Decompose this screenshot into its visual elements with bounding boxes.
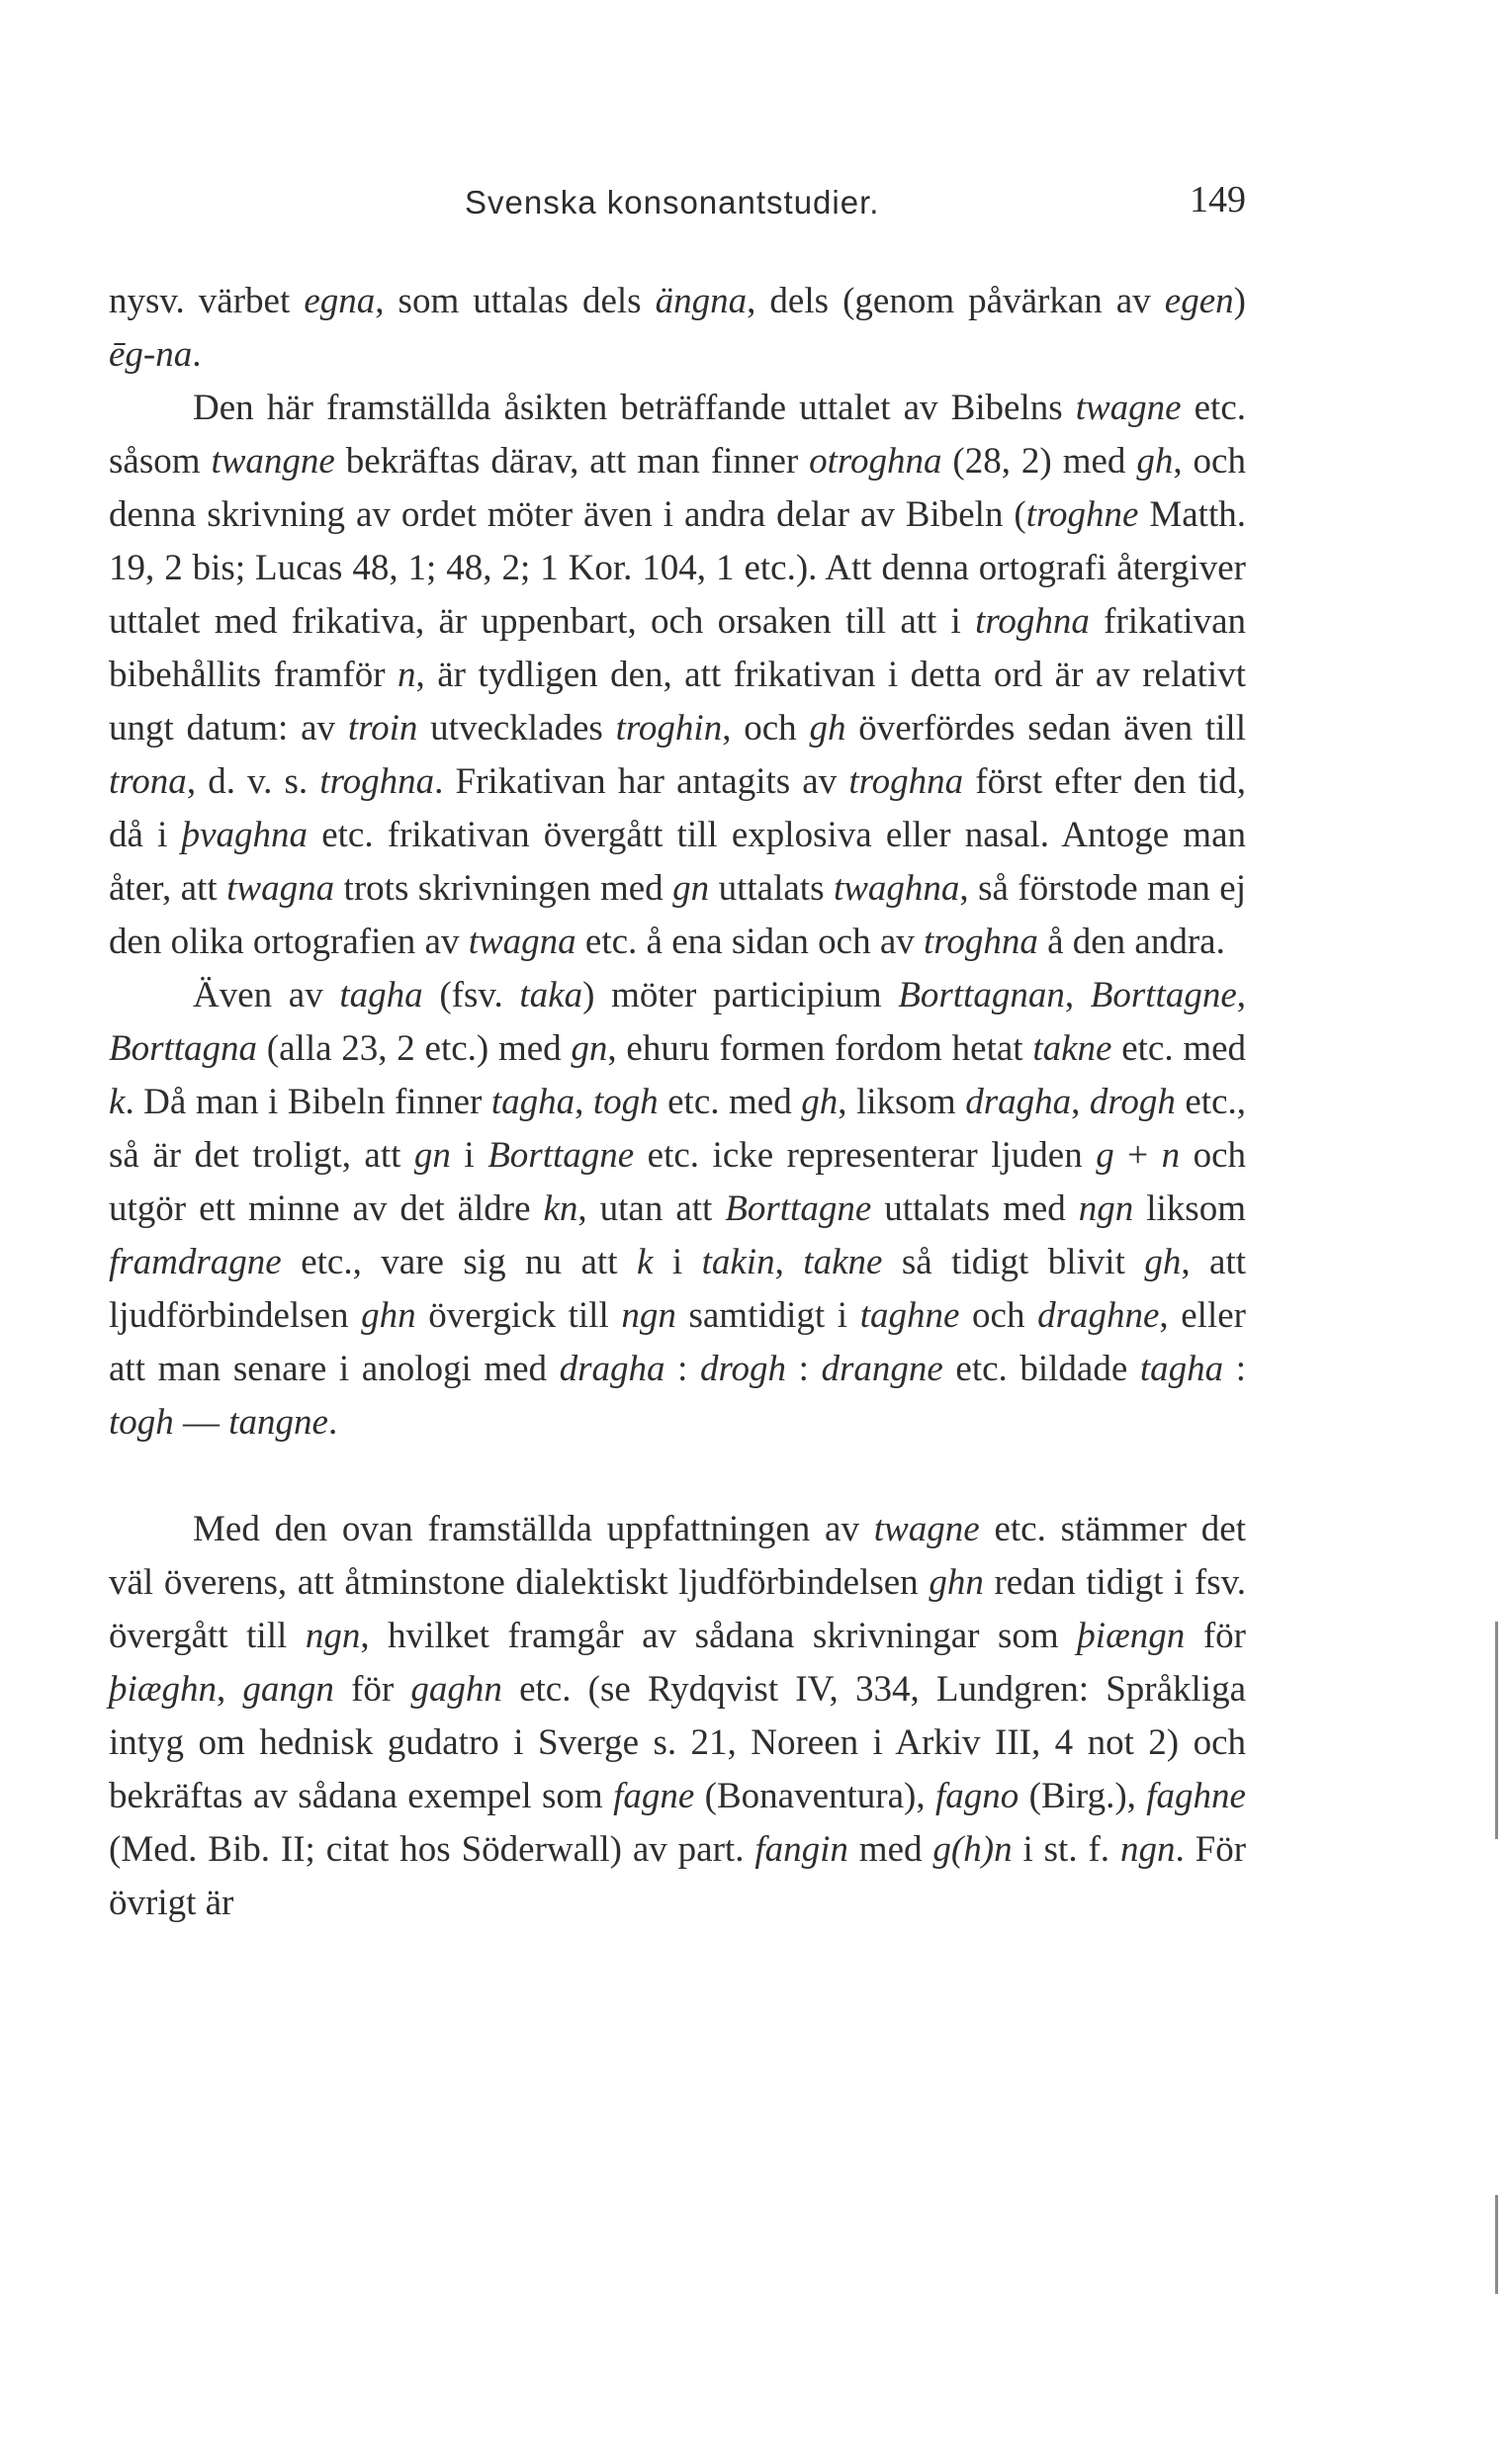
italic-term: troghna bbox=[924, 922, 1038, 962]
paragraph bbox=[109, 382, 1246, 969]
italic-term: ngn bbox=[305, 1616, 361, 1656]
text-run: ) bbox=[1233, 281, 1246, 321]
text-run: etc. icke representerar ljuden bbox=[634, 1135, 1097, 1176]
italic-term: n bbox=[398, 655, 416, 695]
italic-term: trona bbox=[109, 761, 187, 802]
text-run: etc. (se Rydqvist IV, 334, Lundgren: Språkliga intyg om hednisk gudatro i Sverge s. 21, Noreen i Arkiv III, 4 not 2) och bekräftas av sådana exempel som bbox=[109, 1669, 1247, 1816]
page-number: 149 bbox=[1190, 179, 1246, 220]
margin-rule bbox=[1495, 1622, 1498, 1839]
text-run: , så förstode man ej den olika ortografien av bbox=[109, 868, 1246, 962]
italic-term: drogh bbox=[1089, 1082, 1176, 1122]
italic-term: twaghna bbox=[833, 868, 960, 909]
text-run: övergick till bbox=[415, 1295, 622, 1336]
text-run: redan tidigt i fsv. övergått till bbox=[109, 1562, 1246, 1656]
italic-term: gh bbox=[809, 708, 846, 748]
italic-term: troghne bbox=[1025, 494, 1139, 535]
text-run: bekräftas därav, att man finner bbox=[334, 441, 810, 482]
italic-term: tangne bbox=[228, 1402, 328, 1443]
text-run: , hvilket framgår av sådana skrivningar som bbox=[360, 1616, 1078, 1656]
italic-term: taghne bbox=[859, 1295, 960, 1336]
italic-term: g(h)n bbox=[932, 1829, 1013, 1870]
italic-term: twagna bbox=[226, 868, 335, 909]
text-run: etc. såsom bbox=[109, 388, 1247, 482]
text-run: + bbox=[1113, 1135, 1162, 1176]
italic-term: Borttagne bbox=[487, 1135, 635, 1176]
text-run: , dels (genom påvärkan av bbox=[747, 281, 1165, 321]
italic-term: fangin bbox=[754, 1829, 848, 1870]
italic-term: gh bbox=[801, 1082, 839, 1122]
italic-term: otroghna bbox=[809, 441, 942, 482]
italic-term: gn bbox=[672, 868, 710, 909]
text-run: , ehuru formen fordom hetat bbox=[607, 1028, 1033, 1069]
text-run: å den andra. bbox=[1037, 922, 1225, 962]
italic-term: drangne bbox=[821, 1349, 943, 1389]
italic-term: fagno bbox=[934, 1776, 1019, 1816]
text-run: etc. med bbox=[658, 1082, 802, 1122]
text-run: : bbox=[664, 1349, 701, 1389]
text-run: i st. f. bbox=[1012, 1829, 1120, 1870]
italic-term: ngn bbox=[621, 1295, 676, 1336]
italic-term: gn bbox=[413, 1135, 451, 1176]
italic-term: takin bbox=[701, 1242, 775, 1282]
italic-term: troghna bbox=[319, 761, 435, 802]
text-run: (28, 2) med bbox=[941, 441, 1137, 482]
italic-term: dragha bbox=[559, 1349, 665, 1389]
text-run: , eller att man senare i anologi med bbox=[109, 1295, 1246, 1389]
paragraph bbox=[109, 1503, 1246, 1930]
text-run: , bbox=[575, 1082, 593, 1122]
italic-term: twangne bbox=[211, 441, 335, 482]
text-run: . Då man i Bibeln finner bbox=[125, 1082, 491, 1122]
italic-term: þiæghn bbox=[109, 1669, 217, 1710]
text-run: uttalats bbox=[709, 868, 834, 909]
text-run: för bbox=[1185, 1616, 1246, 1656]
text-run: Även av bbox=[193, 975, 340, 1015]
italic-term: ghn bbox=[929, 1562, 984, 1603]
paragraph bbox=[109, 275, 1246, 382]
text-run: — bbox=[173, 1402, 229, 1443]
italic-term: Borttagne bbox=[725, 1188, 872, 1229]
italic-term: gn bbox=[571, 1028, 608, 1069]
italic-term: takne bbox=[803, 1242, 883, 1282]
text-run: , som uttalas dels bbox=[375, 281, 656, 321]
text-run: , liksom bbox=[838, 1082, 966, 1122]
text-run: först efter den tid, då i bbox=[109, 761, 1246, 855]
text-run: , och denna skrivning av ordet möter även i andra delar av Bibeln ( bbox=[109, 441, 1246, 535]
text-run: (fsv. bbox=[422, 975, 520, 1015]
italic-term: þiængn bbox=[1077, 1616, 1186, 1656]
text-run: : bbox=[786, 1349, 822, 1389]
italic-term: drogh bbox=[700, 1349, 787, 1389]
text-run: och bbox=[959, 1295, 1038, 1336]
italic-term: twagne bbox=[873, 1509, 980, 1549]
text-run: , bbox=[1236, 975, 1246, 1015]
text-run: Med den ovan framställda uppfattningen av bbox=[193, 1509, 874, 1549]
italic-term: faghne bbox=[1146, 1776, 1246, 1816]
text-run: . bbox=[327, 1402, 338, 1443]
text-run: , och bbox=[722, 708, 810, 748]
italic-term: Borttagna bbox=[109, 1028, 258, 1069]
italic-term: ngn bbox=[1078, 1188, 1134, 1229]
text-run: trots skrivningen med bbox=[334, 868, 673, 909]
italic-term: takne bbox=[1032, 1028, 1112, 1069]
italic-term: g bbox=[1096, 1135, 1114, 1176]
italic-term: n bbox=[1161, 1135, 1181, 1176]
text-run: etc. bildade bbox=[942, 1349, 1140, 1389]
text-run: (Bonaventura), bbox=[694, 1776, 935, 1816]
italic-term: þvaghna bbox=[181, 815, 309, 855]
italic-term: gh bbox=[1136, 441, 1174, 482]
text-run: : bbox=[1223, 1349, 1247, 1389]
text-run: frikativan bibehållits framför bbox=[109, 601, 1246, 695]
italic-term: egen bbox=[1164, 281, 1234, 321]
italic-term: k bbox=[636, 1242, 654, 1282]
text-run: etc. å ena sidan och av bbox=[576, 922, 925, 962]
text-run: nysv. värbet bbox=[109, 281, 305, 321]
italic-term: twagne bbox=[1075, 388, 1182, 428]
italic-term: dragha bbox=[965, 1082, 1072, 1122]
text-run: i bbox=[653, 1242, 702, 1282]
text-run: , utan att bbox=[577, 1188, 726, 1229]
italic-term: ghn bbox=[361, 1295, 416, 1336]
italic-term: Borttagnan bbox=[898, 975, 1065, 1015]
text-run: , att ljudförbindelsen bbox=[109, 1242, 1247, 1336]
text-run: och utgör ett minne av det äldre bbox=[109, 1135, 1246, 1229]
italic-term: draghne bbox=[1037, 1295, 1160, 1336]
text-run: ) möter participium bbox=[582, 975, 899, 1015]
text-run: uttalats med bbox=[871, 1188, 1079, 1229]
italic-term: troghna bbox=[848, 761, 964, 802]
italic-term: troin bbox=[347, 708, 418, 748]
text-run: Den här framställda åsikten beträffande uttalet av Bibelns bbox=[193, 388, 1076, 428]
text-run: , bbox=[1064, 975, 1091, 1015]
body-text bbox=[109, 275, 1246, 1930]
italic-term: troghin bbox=[615, 708, 723, 748]
text-run: liksom bbox=[1133, 1188, 1246, 1229]
italic-term: togh bbox=[592, 1082, 659, 1122]
italic-term: troghna bbox=[975, 601, 1090, 642]
italic-term: k bbox=[109, 1082, 126, 1122]
text-run: överfördes sedan även till bbox=[845, 708, 1246, 748]
text-run: etc., vare sig nu att bbox=[281, 1242, 637, 1282]
text-run: med bbox=[847, 1829, 933, 1870]
text-run: , bbox=[774, 1242, 804, 1282]
italic-term: tagha bbox=[339, 975, 423, 1015]
text-run: , d. v. s. bbox=[186, 761, 320, 802]
text-run: (Birg.), bbox=[1019, 1776, 1147, 1816]
text-run: (alla 23, 2 etc.) med bbox=[257, 1028, 572, 1069]
paragraph bbox=[109, 969, 1246, 1450]
running-title: Svenska konsonantstudier. bbox=[465, 184, 880, 220]
text-run: etc. stämmer det väl överens, att åtminstone dialektiskt ljudförbindelsen bbox=[109, 1509, 1247, 1603]
italic-term: gaghn bbox=[410, 1669, 502, 1710]
italic-term: gangn bbox=[242, 1669, 334, 1710]
italic-term: framdragne bbox=[109, 1242, 282, 1282]
margin-rule bbox=[1495, 2195, 1498, 2294]
text-run: . För övrigt är bbox=[109, 1829, 1247, 1923]
italic-term: fagne bbox=[613, 1776, 695, 1816]
text-run: för bbox=[333, 1669, 411, 1710]
italic-term: tagha bbox=[1139, 1349, 1224, 1389]
italic-term: Borttagne bbox=[1090, 975, 1237, 1015]
text-run: utvecklades bbox=[417, 708, 616, 748]
italic-term: taka bbox=[519, 975, 583, 1015]
text-run: Matth. 19, 2 bis; Lucas 48, 1; 48, 2; 1 Kor. 104, 1 etc.). Att denna ortografi återgiver uttalet med frikativa, är uppenbart, och orsaken till att i bbox=[109, 494, 1246, 642]
italic-term: ēg-na bbox=[109, 334, 193, 375]
italic-term: ängna bbox=[655, 281, 748, 321]
text-run: etc., så är det troligt, att bbox=[109, 1082, 1246, 1176]
text-run: , bbox=[1071, 1082, 1090, 1122]
italic-term: ngn bbox=[1119, 1829, 1176, 1870]
italic-term: tagha bbox=[490, 1082, 576, 1122]
italic-term: togh bbox=[109, 1402, 174, 1443]
italic-term: gh bbox=[1144, 1242, 1182, 1282]
italic-term: egna bbox=[304, 281, 376, 321]
italic-term: kn bbox=[543, 1188, 578, 1229]
text-run: (Med. Bib. II; citat hos Söderwall) av part. bbox=[109, 1829, 755, 1870]
text-run: etc. frikativan övergått till explosiva eller nasal. Antoge man åter, att bbox=[109, 815, 1247, 909]
text-run: samtidigt i bbox=[675, 1295, 860, 1336]
running-head bbox=[109, 178, 1246, 237]
text-run: . Frikativan har antagits av bbox=[434, 761, 849, 802]
text-run: så tidigt blivit bbox=[882, 1242, 1145, 1282]
text-run: etc. med bbox=[1111, 1028, 1247, 1069]
text-run: i bbox=[450, 1135, 488, 1176]
text-run: , bbox=[216, 1669, 243, 1710]
text-run: . bbox=[192, 334, 202, 375]
text-run: , är tydligen den, att frikativan i detta ord är av relativt ungt datum: av bbox=[109, 655, 1246, 748]
italic-term: twagna bbox=[468, 922, 576, 962]
